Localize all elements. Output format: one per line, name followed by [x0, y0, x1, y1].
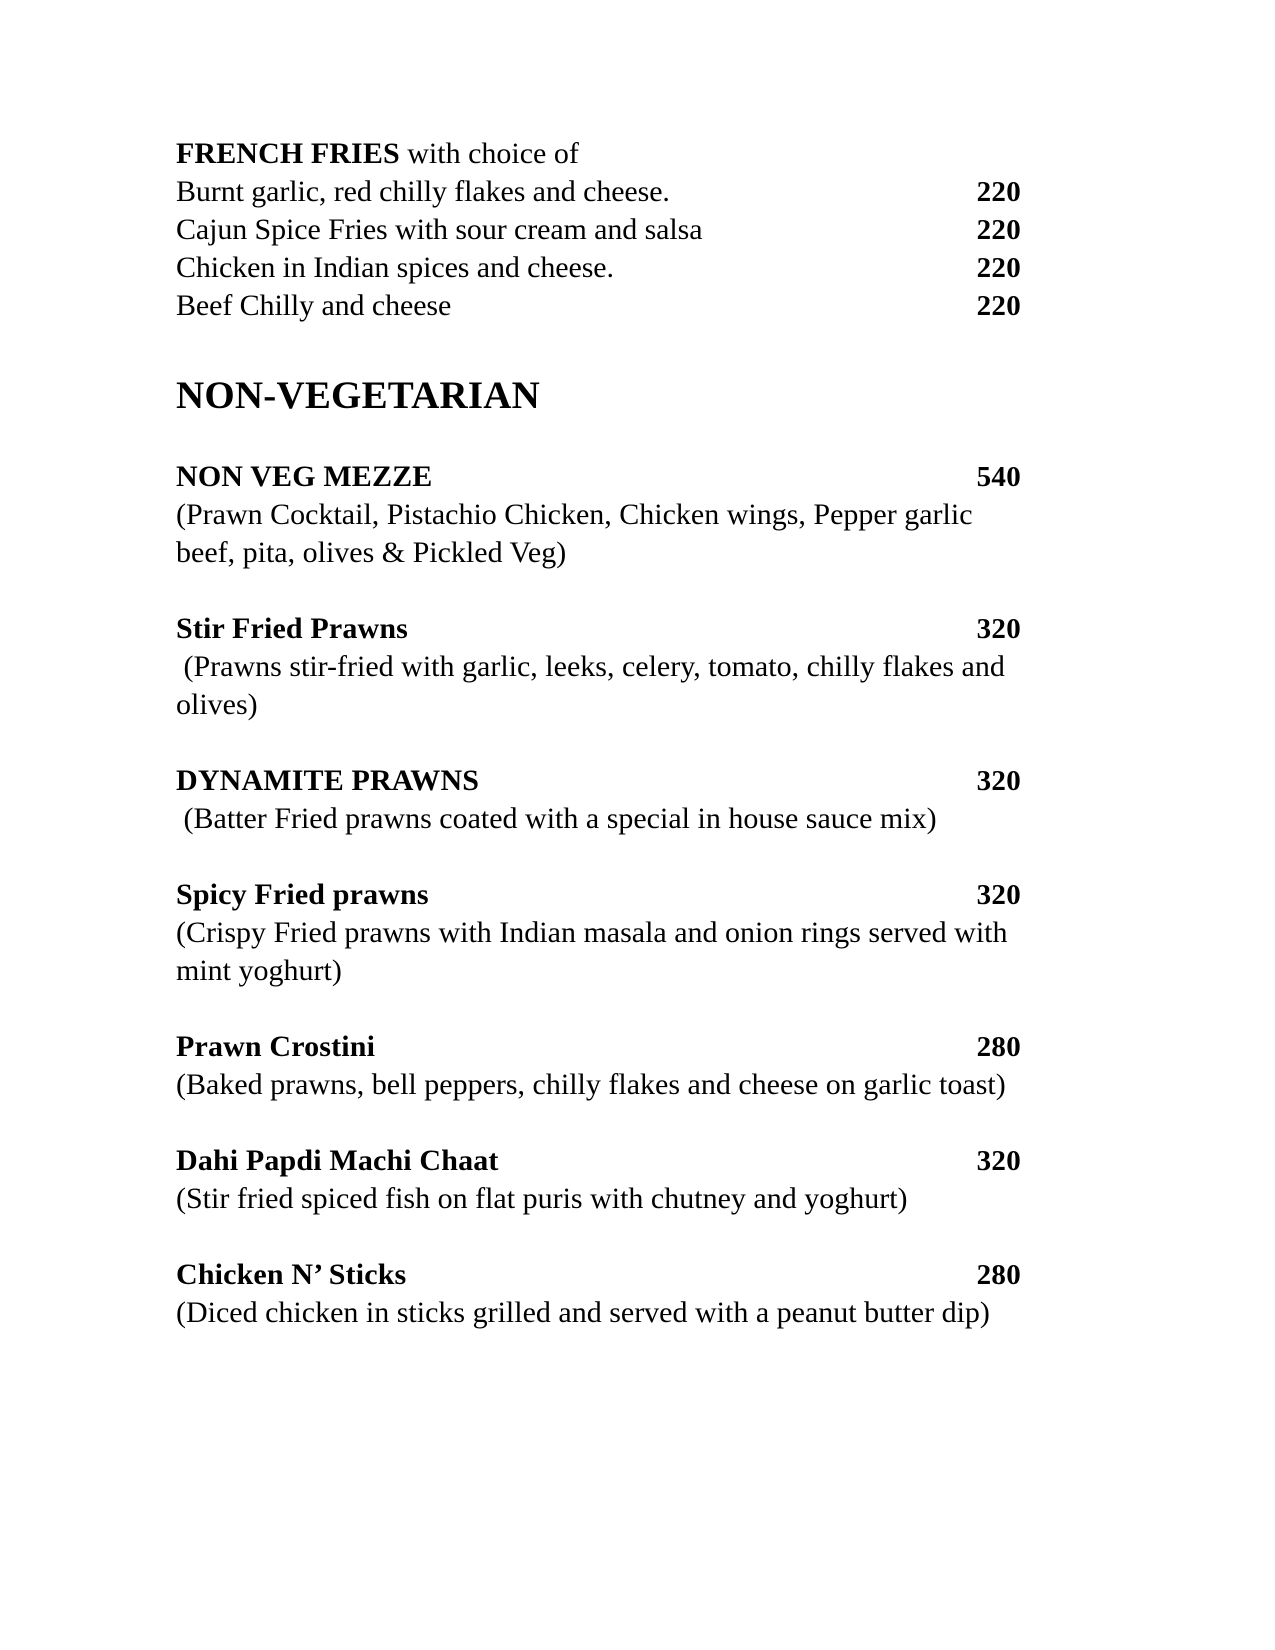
menu-row	[176, 211, 1021, 249]
menu-item-head	[176, 762, 1021, 800]
menu-item-head	[176, 458, 1021, 496]
menu-item	[176, 610, 1035, 724]
menu-item-description: (Prawns stir-fried with garlic, leeks, celery, tomato, chilly flakes and olives)	[176, 650, 1013, 721]
menu-item	[176, 1028, 1035, 1104]
french-fries-lead	[176, 135, 1035, 173]
menu-item-name: DYNAMITE PRAWNS	[176, 764, 480, 797]
french-fries-title: FRENCH FRIES	[176, 137, 400, 170]
option-price: 220	[976, 290, 1021, 322]
menu-item-name: Spicy Fried prawns	[176, 878, 429, 911]
menu-item-name: Prawn Crostini	[176, 1030, 376, 1063]
menu-item-price: 320	[976, 613, 1021, 645]
section-heading-non-vegetarian: NON-VEGETARIAN	[176, 374, 540, 417]
menu-item-description: (Stir fried spiced fish on flat puris with chutney and yoghurt)	[176, 1182, 908, 1215]
menu-item-head	[176, 876, 1021, 914]
menu-item	[176, 762, 1035, 838]
menu-item	[176, 1142, 1035, 1218]
menu-item	[176, 1256, 1035, 1332]
option-price: 220	[976, 252, 1021, 284]
menu-item-head	[176, 1028, 1021, 1066]
menu-item-name: NON VEG MEZZE	[176, 460, 433, 493]
menu-item-description: (Diced chicken in sticks grilled and served with a peanut butter dip)	[176, 1296, 990, 1329]
menu-item-name: Chicken N’ Sticks	[176, 1258, 407, 1291]
option-label: Burnt garlic, red chilly flakes and cheese.	[176, 175, 670, 208]
menu-item-head	[176, 1142, 1021, 1180]
menu-item-price: 320	[976, 765, 1021, 797]
option-label: Beef Chilly and cheese	[176, 289, 452, 322]
menu-item-price: 280	[976, 1031, 1021, 1063]
option-price: 220	[976, 176, 1021, 208]
menu-item-description: (Crispy Fried prawns with Indian masala and onion rings served with mint yoghurt)	[176, 916, 1016, 987]
menu-item-description: (Batter Fried prawns coated with a special in house sauce mix)	[176, 802, 937, 835]
option-label: Cajun Spice Fries with sour cream and salsa	[176, 213, 703, 246]
menu-row	[176, 287, 1021, 325]
menu-item-name: Stir Fried Prawns	[176, 612, 408, 645]
option-price: 220	[976, 214, 1021, 246]
french-fries-block	[176, 135, 1035, 325]
menu-item-head	[176, 1256, 1021, 1294]
menu-item-price: 320	[976, 1145, 1021, 1177]
menu-row	[176, 173, 1021, 211]
menu-item-head	[176, 610, 1021, 648]
menu-item	[176, 458, 1035, 572]
menu-row	[176, 249, 1021, 287]
menu-item-price: 540	[976, 461, 1021, 493]
menu-item	[176, 876, 1035, 990]
menu-item-description: (Baked prawns, bell peppers, chilly flakes and cheese on garlic toast)	[176, 1068, 1006, 1101]
menu-item-price: 320	[976, 879, 1021, 911]
menu-item-description: (Prawn Cocktail, Pistachio Chicken, Chicken wings, Pepper garlic beef, pita, olives & Pickled Veg)	[176, 498, 981, 569]
french-fries-lead-rest: with choice of	[399, 137, 579, 170]
option-label: Chicken in Indian spices and cheese.	[176, 251, 614, 284]
menu-item-name: Dahi Papdi Machi Chaat	[176, 1144, 499, 1177]
menu-item-price: 280	[976, 1259, 1021, 1291]
